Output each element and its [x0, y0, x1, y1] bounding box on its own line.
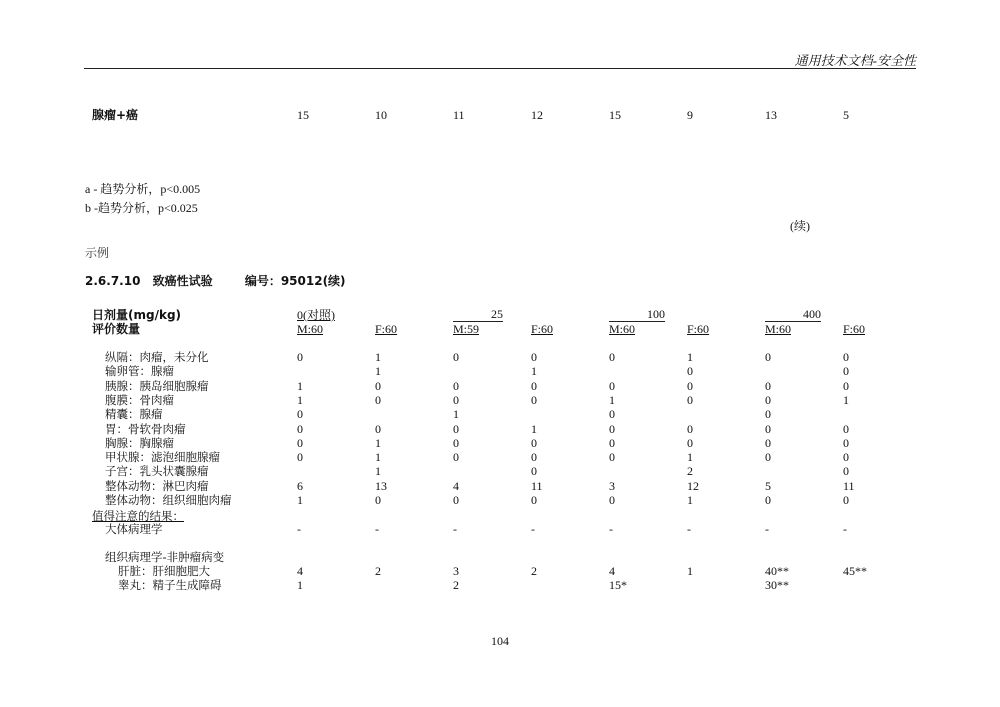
table-cell: 0 [531, 350, 537, 364]
table-row [0, 436, 1000, 450]
dose-0: 0(对照) [297, 308, 335, 322]
table-cell: 0 [765, 392, 771, 407]
table-cell: 1 [375, 450, 381, 465]
table-cell: 0 [843, 350, 849, 364]
table-cell: 0 [765, 407, 771, 422]
table-row [0, 407, 1000, 421]
row-label: 输卵管：腺瘤 [105, 364, 174, 379]
table-cell: 0 [453, 450, 459, 465]
top-row-value: 11 [453, 108, 465, 122]
table-cell: 0 [453, 350, 459, 364]
table-cell: 4 [453, 478, 459, 493]
table-cell: 1 [531, 421, 537, 436]
table-cell: 0 [375, 378, 381, 393]
gross-pathology-label: 大体病理学 [105, 522, 163, 536]
top-row-label: 腺瘤+癌 [92, 108, 139, 122]
dose-400: 400 [765, 308, 821, 322]
table-cell: 0 [297, 421, 303, 436]
table-cell: 0 [375, 421, 381, 436]
table-cell: 1 [375, 364, 381, 379]
top-row-value: 5 [843, 108, 849, 122]
header-rule [84, 68, 916, 69]
table-cell: 0 [687, 364, 693, 379]
count-cell: M:60 [609, 322, 636, 336]
footnote-b: b -趋势分析，p<0.025 [85, 201, 198, 215]
table-cell: 40** [765, 564, 789, 578]
table-cell: 0 [453, 435, 459, 450]
page-number: 104 [491, 634, 509, 648]
table-cell: 1 [297, 392, 303, 407]
footnote-a: a - 趋势分析，p<0.005 [85, 182, 201, 196]
table-cell: 1 [687, 350, 693, 364]
row-label: 胰腺：胰岛细胞腺瘤 [105, 378, 209, 393]
table-cell: 0 [843, 464, 849, 479]
row-label: 腹膜：骨肉瘤 [105, 392, 174, 407]
section-heading [85, 272, 346, 289]
table-cell: 1 [531, 364, 537, 379]
top-row-value: 15 [297, 108, 309, 122]
dose-label: 日剂量(mg/kg) [92, 308, 182, 322]
gross-cell: - [765, 522, 769, 536]
table-cell: 0 [765, 350, 771, 364]
table-cell: 0 [609, 435, 615, 450]
table-row [0, 564, 1000, 578]
table-cell: 0 [609, 378, 615, 393]
top-row-value: 10 [375, 108, 387, 122]
table-cell: 13 [375, 478, 387, 493]
table-cell: 45** [843, 564, 867, 578]
table-cell: 30** [765, 578, 789, 593]
table-cell: 0 [375, 392, 381, 407]
section-number: 2.6.7.10 [85, 274, 141, 288]
table-row [0, 422, 1000, 436]
count-cell: M:59 [453, 322, 480, 336]
row-label: 甲状腺：滤泡细胞腺瘤 [105, 450, 220, 465]
top-row-value: 9 [687, 108, 693, 122]
table-cell: 15* [609, 578, 627, 593]
table-row [0, 578, 1000, 592]
count-label: 评价数量 [92, 322, 141, 336]
table-cell: 1 [453, 407, 459, 422]
table-cell: 0 [765, 378, 771, 393]
table-cell: 0 [609, 493, 615, 507]
table-cell: 0 [687, 435, 693, 450]
table-row [0, 393, 1000, 407]
table-cell: 3 [609, 478, 615, 493]
table-cell: 1 [297, 493, 303, 507]
table-cell: 2 [375, 564, 381, 578]
count-cell: F:60 [375, 322, 398, 336]
gross-cell: - [687, 522, 691, 536]
gross-cell: - [609, 522, 613, 536]
gross-pathology-row [0, 522, 1000, 536]
gross-cell: - [531, 522, 535, 536]
count-cell: F:60 [531, 322, 554, 336]
table-cell: 2 [687, 464, 693, 479]
top-row [0, 108, 1000, 122]
table-cell: 2 [453, 578, 459, 593]
document-header-title: 通用技术文档-安全性 [794, 53, 916, 68]
top-row-value: 13 [765, 108, 777, 122]
row-label: 整体动物：淋巴肉瘤 [105, 478, 209, 493]
table-cell: 0 [531, 450, 537, 465]
table-row [0, 479, 1000, 493]
top-row-value: 12 [531, 108, 543, 122]
table-cell: 0 [843, 435, 849, 450]
table-cell: 11 [531, 478, 543, 493]
table-cell: 0 [609, 350, 615, 364]
table-cell: 4 [609, 564, 615, 578]
table-cell: 0 [531, 493, 537, 507]
table-cell: 0 [375, 493, 381, 507]
table-cell: 0 [609, 450, 615, 465]
row-label: 胸腺：胸腺瘤 [105, 435, 174, 450]
table-cell: 0 [843, 378, 849, 393]
table-cell: 0 [687, 392, 693, 407]
table-row [0, 493, 1000, 507]
table-cell: 4 [297, 564, 303, 578]
section-title: 致癌性试验 [152, 274, 213, 288]
table-cell: 1 [375, 350, 381, 364]
table-cell: 5 [765, 478, 771, 493]
count-cell: F:60 [843, 322, 866, 336]
gross-cell: - [297, 522, 301, 536]
table-cell: 0 [687, 421, 693, 436]
table-cell: 0 [609, 421, 615, 436]
count-cell: M:60 [297, 322, 324, 336]
table-row [0, 450, 1000, 464]
gross-cell: - [375, 522, 379, 536]
dose-25: 25 [453, 308, 503, 322]
row-label: 睾丸：精子生成障碍 [118, 578, 222, 593]
table-cell: 0 [297, 435, 303, 450]
row-label: 纵隔：肉瘤，未分化 [105, 350, 209, 364]
table-cell: 0 [453, 378, 459, 393]
table-cell: 0 [765, 421, 771, 436]
dose-100: 100 [609, 308, 665, 322]
table-cell: 0 [297, 350, 303, 364]
table-cell: 0 [453, 493, 459, 507]
table-cell: 0 [843, 364, 849, 379]
row-label: 胃：骨软骨肉瘤 [105, 421, 186, 436]
table-cell: 0 [765, 435, 771, 450]
table-cell: 1 [375, 464, 381, 479]
table-cell: 0 [843, 421, 849, 436]
table-cell: 0 [687, 378, 693, 393]
table-cell: 0 [531, 464, 537, 479]
top-row-value: 15 [609, 108, 621, 122]
section-id: 编号：95012(续) [244, 274, 346, 288]
table-cell: 0 [297, 450, 303, 465]
table-cell: 3 [453, 564, 459, 578]
table-cell: 12 [687, 478, 699, 493]
table-row [0, 350, 1000, 364]
table-cell: 0 [609, 407, 615, 422]
table-cell: 1 [375, 435, 381, 450]
table-cell: 0 [765, 450, 771, 465]
table-cell: 1 [687, 564, 693, 578]
table-cell: 2 [531, 564, 537, 578]
count-cell: M:60 [765, 322, 792, 336]
table-cell: 0 [843, 493, 849, 507]
table-cell: 1 [297, 578, 303, 593]
example-label: 示例 [85, 246, 110, 260]
table-row [0, 379, 1000, 393]
table-cell: 0 [453, 392, 459, 407]
row-label: 整体动物：组织细胞肉瘤 [105, 493, 232, 507]
table-cell: 0 [531, 435, 537, 450]
histopathology-label: 组织病理学-非肿瘤病变 [105, 550, 225, 564]
table-cell: 1 [609, 392, 615, 407]
table-cell: 11 [843, 478, 855, 493]
count-cell: F:60 [687, 322, 710, 336]
row-label: 子宫：乳头状囊腺瘤 [105, 464, 209, 479]
gross-cell: - [453, 522, 457, 536]
dose-header-row [0, 308, 1000, 322]
table-cell: 0 [531, 378, 537, 393]
table-cell: 6 [297, 478, 303, 493]
table-cell: 1 [843, 392, 849, 407]
row-label: 肝脏：肝细胞肥大 [118, 564, 210, 578]
table-cell: 0 [531, 392, 537, 407]
table-cell: 0 [765, 493, 771, 507]
row-label: 精囊：腺瘤 [105, 407, 163, 422]
table-cell: 0 [297, 407, 303, 422]
gross-cell: - [843, 522, 847, 536]
table-cell: 1 [687, 450, 693, 465]
table-row [0, 364, 1000, 378]
table-cell: 1 [297, 378, 303, 393]
continued-label: (续) [790, 219, 810, 233]
notable-findings-label: 值得注意的结果： [92, 509, 184, 523]
table-cell: 1 [687, 493, 693, 507]
table-cell: 0 [453, 421, 459, 436]
table-cell: 0 [843, 450, 849, 465]
table-row [0, 464, 1000, 478]
count-header-row [0, 322, 1000, 336]
